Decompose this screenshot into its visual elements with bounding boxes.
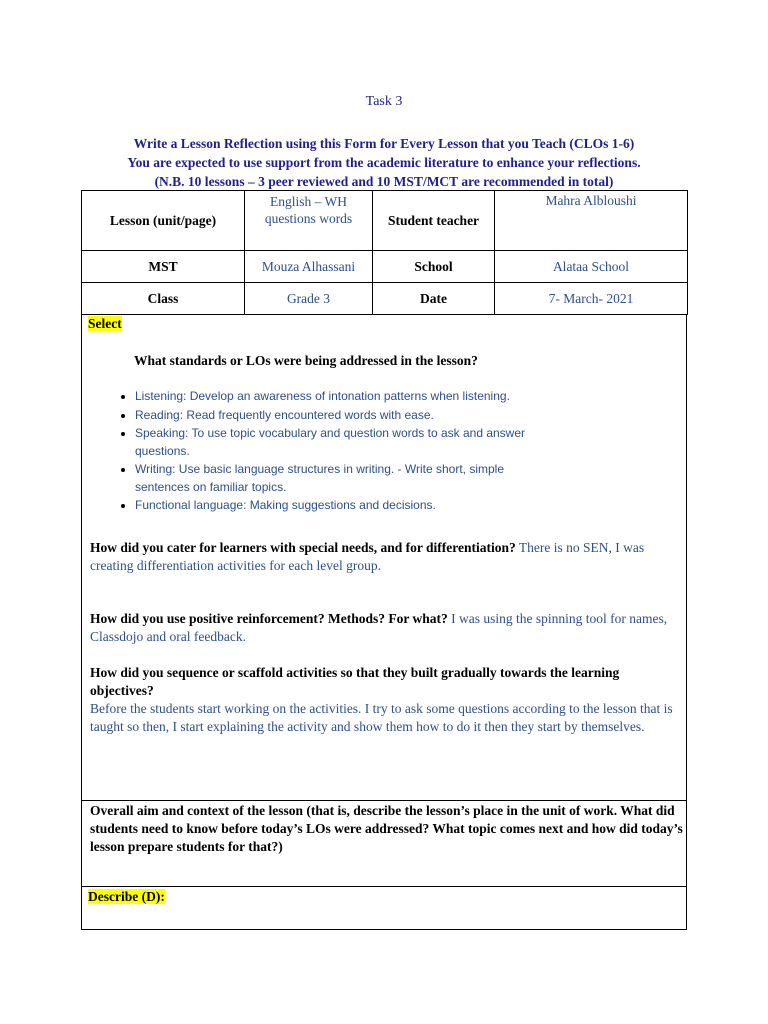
los-list [82, 388, 552, 515]
intro-text [0, 134, 768, 191]
student-teacher-label: Student teacher [373, 191, 495, 251]
page-title: Task 3 [365, 94, 403, 109]
list-item: • Reading: Read frequently encountered words with ease. [135, 407, 552, 425]
lesson-value-text: English – WH questions words [264, 194, 353, 226]
overall-question: Overall aim and context of the lesson (that is, describe the lesson’s place in the unit of work. What did students need to know before today’s LOs were addressed? What topic comes next and how did today’s lesson prepare students for that?) [90, 803, 683, 854]
reinforcement-block [90, 610, 680, 646]
intro-line-2: You are expected to use support from the academic literature to enhance your reflections. [127, 155, 641, 170]
table-row [82, 191, 688, 251]
los-list-wrap [82, 388, 552, 516]
lesson-label: Lesson (unit/page) [82, 191, 245, 251]
class-value: Grade 3 [245, 283, 373, 315]
intro-line-1: Write a Lesson Reflection using this Form for Every Lesson that you Teach (CLOs 1-6) [133, 136, 635, 151]
special-needs-answer: There is no SEN, I was creating differentiation activities for each level group. [90, 540, 645, 573]
table-row [82, 251, 688, 283]
mst-value: Mouza Alhassani [245, 251, 373, 283]
date-value: 7- March- 2021 [495, 283, 688, 315]
school-label: School [373, 251, 495, 283]
describe-section [81, 886, 687, 930]
mst-label: MST [82, 251, 245, 283]
reinforcement-answer: I was using the spinning tool for names, Classdojo and oral feedback. [90, 611, 668, 644]
sequence-question: How did you sequence or scaffold activities so that they built gradually towards the learning objectives? [90, 665, 620, 698]
table-row [82, 283, 688, 315]
select-label: Select [88, 316, 122, 331]
lesson-info-table [81, 190, 688, 315]
sequence-answer: Before the students start working on the activities. I try to ask some questions according to the lesson that is taught so then, I start explaining the activity and show them how to do it then they start by themselves. [90, 701, 673, 734]
list-item: • Speaking: To use topic vocabulary and question words to ask and answer questions. [135, 425, 552, 460]
school-value: Alataa School [495, 251, 688, 283]
list-item: • Listening: Develop an awareness of intonation patterns when listening. [135, 388, 552, 406]
class-label: Class [82, 283, 245, 315]
special-needs-block [90, 539, 680, 575]
overall-section [81, 800, 687, 887]
student-teacher-value: Mahra Albloushi [495, 191, 688, 251]
lesson-value [245, 191, 373, 251]
special-needs-question: How did you cater for learners with special needs, and for differentiation? [90, 540, 516, 555]
list-item: • Writing: Use basic language structures in writing. - Write short, simple sentences on familiar topics. [135, 461, 552, 496]
describe-label: Describe (D): [88, 889, 165, 904]
reinforcement-question: How did you use positive reinforcement? Methods? For what? [90, 611, 448, 626]
intro-line-3: (N.B. 10 lessons – 3 peer reviewed and 10 MST/MCT are recommended in total) [154, 174, 614, 189]
list-item: • Functional language: Making suggestions and decisions. [135, 497, 552, 515]
standards-question: What standards or LOs were being addressed in the lesson? [134, 353, 478, 368]
date-label: Date [373, 283, 495, 315]
select-section [81, 314, 687, 801]
sequence-block [90, 664, 685, 736]
